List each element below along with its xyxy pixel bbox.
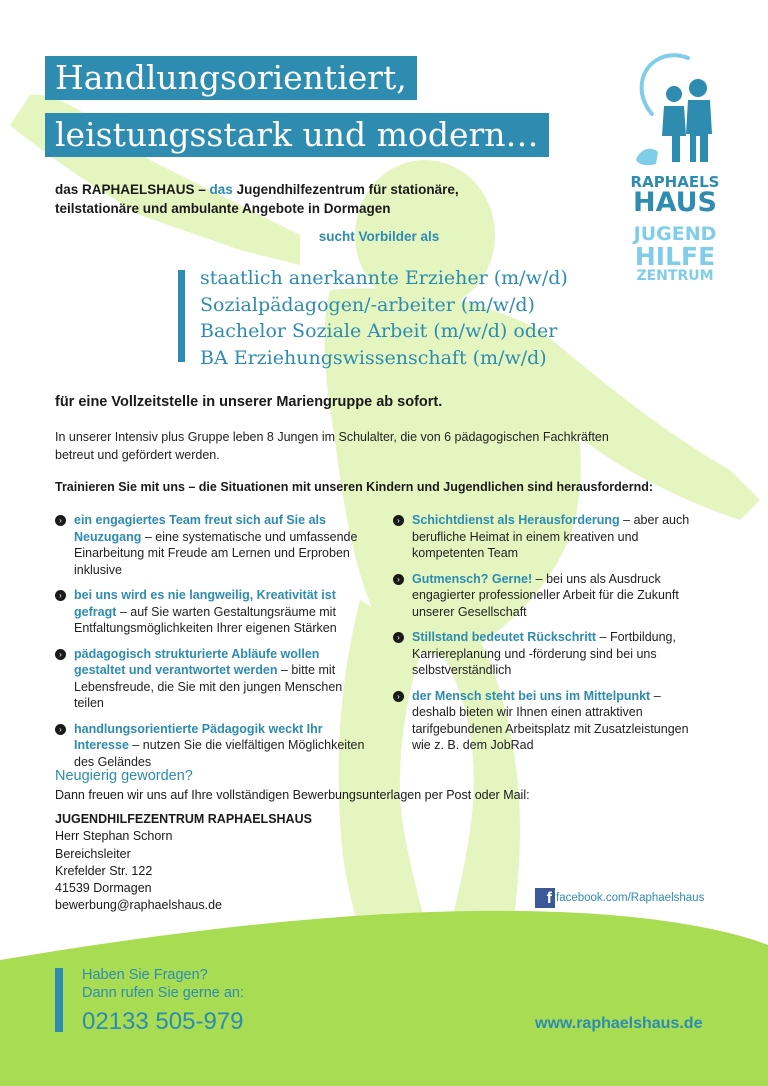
contact-city: 41539 Dormagen	[55, 881, 152, 896]
questions-line-2: Dann rufen Sie gerne an:	[82, 985, 245, 1001]
chevron-right-icon: ›	[55, 724, 66, 735]
positions-list	[200, 265, 568, 371]
intro-text	[55, 180, 615, 218]
bullet-text: – nutzen Sie die vielfältigen Möglichkeiten des Geländes	[74, 738, 365, 769]
positions-bar	[178, 270, 185, 362]
questions-line-1: Haben Sie Fragen?	[82, 967, 208, 983]
questions-text	[82, 966, 244, 1002]
bullets-right	[393, 512, 703, 754]
bullet-highlight: ein engagiertes Team freut sich auf Sie als Neuzugang	[74, 513, 326, 544]
bullet-item	[55, 512, 365, 578]
headline-line-2: leistungsstark und modern…	[45, 113, 549, 157]
bullet-highlight: Stillstand bedeutet Rückschritt	[412, 630, 597, 644]
headline-line-1: Handlungsorientiert,	[45, 56, 417, 100]
contact-org: JUGENDHILFEZENTRUM RAPHAELSHAUS	[55, 812, 312, 826]
intro-part-1: das RAPHAELSHAUS –	[55, 182, 210, 197]
bullet-text: – bitte mit Lebensfreude, die Sie mit den jungen Menschen teilen	[74, 663, 343, 710]
intro-accent: das	[209, 182, 233, 197]
logo-text-jugend: JUGEND	[633, 223, 717, 245]
chevron-right-icon: ›	[55, 649, 66, 660]
bullet-item	[55, 721, 365, 771]
chevron-right-icon: ›	[393, 515, 404, 526]
bullet-text: – bei uns als Ausdruck engagierter professioneller Arbeit für die Zukunft unserer Gesellschaft	[412, 571, 679, 619]
position-item: BA Erziehungswissenschaft (m/w/d)	[200, 346, 547, 369]
contact-street: Krefelder Str. 122	[55, 863, 153, 878]
questions-bar	[55, 968, 63, 1032]
bullet-highlight: Gutmensch? Gerne!	[412, 571, 533, 586]
bullet-item	[393, 571, 703, 621]
bullet-item	[393, 512, 703, 562]
intro-part-2: Jugendhilfezentrum für stationäre,	[232, 182, 459, 197]
bullet-text: – aber auch berufliche Heimat in einem kreativen und kompetenten Team	[412, 513, 690, 560]
chevron-right-icon: ›	[393, 632, 404, 643]
bullets-left	[55, 512, 365, 770]
logo-text-zentrum: ZENTRUM	[636, 268, 714, 284]
bullet-highlight: handlungsorientierte Pädagogik weckt Ihr Interesse	[74, 721, 323, 752]
logo-text-hilfe: HILFE	[634, 242, 716, 271]
contact-email-link[interactable]: bewerbung@raphaelshaus.de	[55, 898, 222, 913]
group-description	[55, 428, 655, 464]
bullet-item	[55, 587, 365, 637]
sucht-text: sucht Vorbilder als	[318, 229, 440, 244]
phone-number[interactable]: 02133 505-979	[82, 1008, 244, 1035]
description-line-1: In unserer Intensiv plus Gruppe leben 8 Jungen im Schulalter, die von 6 pädagogischen Fachkräften	[55, 430, 609, 444]
contact-lead: Dann freuen wir uns auf Ihre vollständigen Bewerbungsunterlagen per Post oder Mail:	[55, 788, 530, 802]
training-heading: Trainieren Sie mit uns – die Situationen mit unseren Kindern und Jugendlichen sind herausfordernd:	[55, 480, 654, 494]
bullet-highlight: der Mensch steht bei uns im Mittelpunkt	[412, 688, 651, 703]
description-line-2: betreut und gefördert werden.	[55, 448, 220, 462]
logo-text-haus: HAUS	[632, 187, 718, 218]
bullet-text: – Fortbildung, Karriereplanung und -förderung sind bei uns selbstverständlich	[412, 630, 676, 677]
chevron-right-icon: ›	[55, 515, 66, 526]
chevron-right-icon: ›	[55, 590, 66, 601]
sucht-vorbilder	[0, 229, 768, 244]
website-link[interactable]: www.raphaelshaus.de	[535, 1015, 703, 1032]
bullet-text: – auf Sie warten Gestaltungsräume mit Entfaltungsmöglichkeiten Ihrer eigenen Stärken	[74, 604, 337, 635]
contact-address	[55, 811, 312, 915]
contact-person: Herr Stephan Schorn	[55, 829, 173, 844]
facebook-icon: f	[535, 888, 555, 908]
position-item: Bachelor Soziale Arbeit (m/w/d) oder	[200, 320, 558, 342]
bullet-highlight: Schichtdienst als Herausforderung	[412, 513, 620, 527]
bullet-text: – eine systematische und umfassende Einarbeitung mit Freude am Lernen und Erproben inklusive	[74, 529, 358, 577]
facebook-link[interactable]	[535, 888, 704, 908]
bullet-item	[393, 629, 703, 679]
position-item: staatlich anerkannte Erzieher (m/w/d)	[200, 267, 568, 289]
bullet-text: – deshalb bieten wir Ihnen einen attraktiven tarifgebundenen Arbeitsplatz mit Zusatzleistungen wie z. B. dem JobRad	[412, 688, 689, 752]
curious-heading: Neugierig geworden?	[55, 768, 193, 784]
logo-text-raphaels: RAPHAELS	[630, 173, 720, 191]
family-figures-icon	[628, 52, 720, 172]
position-item: Sozialpädagogen/-arbeiter (m/w/d)	[200, 293, 535, 316]
contact-role: Bereichsleiter	[55, 846, 131, 861]
bullet-item	[393, 688, 703, 754]
bullet-highlight: pädagogisch strukturierte Abläufe wollen gestaltet und verantwortet werden	[74, 646, 320, 677]
chevron-right-icon: ›	[393, 574, 404, 585]
intro-line-2: teilstationäre und ambulante Angebote in Dormagen	[55, 201, 391, 216]
vollzeit-text: für eine Vollzeitstelle in unserer Mariengruppe ab sofort.	[55, 394, 443, 410]
facebook-url: facebook.com/Raphaelshaus	[556, 892, 705, 904]
intro-line-1	[55, 180, 615, 199]
bullet-item	[55, 646, 365, 712]
chevron-right-icon: ›	[393, 691, 404, 702]
bullet-highlight: bei uns wird es nie langweilig, Kreativität ist gefragt	[74, 588, 336, 619]
